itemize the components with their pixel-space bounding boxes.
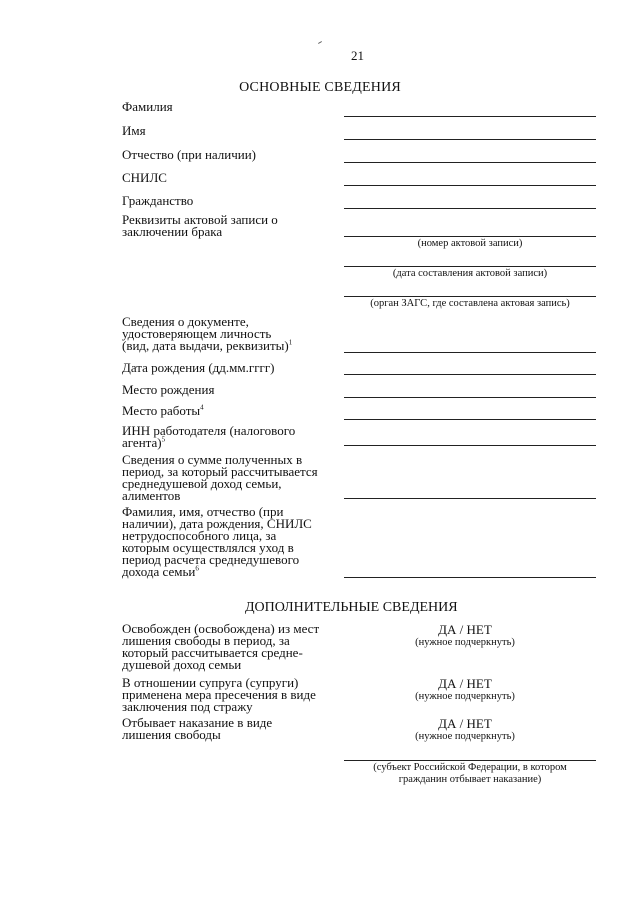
- field-label-citizenship: Гражданство: [122, 193, 194, 208]
- field-label-employer-inn: ИНН работодателя (налогового агента)$^5$: [122, 423, 296, 450]
- input-line-snils[interactable]: [344, 185, 596, 186]
- field-label-marriage-record: Реквизиты актовой записи о заключении брака: [122, 212, 278, 239]
- scan-mark: [318, 41, 322, 44]
- input-line-marriage-number[interactable]: [344, 236, 596, 237]
- input-line-workplace[interactable]: [344, 419, 596, 420]
- field-label-birth-date: Дата рождения (дд.мм.гггг): [122, 360, 275, 375]
- field-label-workplace: Место работы$^4$: [122, 403, 204, 418]
- field-label-alimony: Сведения о сумме полученных в период, за который рассчитывается среднедушевой доход семьи, алиментов: [122, 452, 318, 503]
- caption-federal-subject: (субъект Российской Федерации, в котором гражданин отбывает наказание): [373, 762, 567, 785]
- extra-label-custody: В отношении супруга (супруги) применена мера пресечения в виде заключения под стражу: [122, 675, 316, 714]
- input-line-patronymic[interactable]: [344, 162, 596, 163]
- section-extra-title: ДОПОЛНИТЕЛЬНЫЕ СВЕДЕНИЯ: [245, 600, 458, 615]
- extra-label-released: Освобожден (освобождена) из мест лишения свободы в период, за который рассчитывается средне- душевой доход семьи: [122, 621, 320, 672]
- input-line-birth-date[interactable]: [344, 374, 596, 375]
- input-line-surname[interactable]: [344, 116, 596, 117]
- input-line-identity-document[interactable]: [344, 352, 596, 353]
- input-line-registry-office[interactable]: [344, 296, 596, 297]
- choice-serving-sentence[interactable]: ДА / НЕТ: [438, 716, 492, 731]
- field-label-identity-document: Сведения о документе, удостоверяющем личность (вид, дата выдачи, реквизиты)$^1$: [122, 314, 293, 353]
- field-label-name: Имя: [122, 123, 146, 138]
- field-label-disabled-person: Фамилия, имя, отчество (при наличии), дата рождения, СНИЛС нетрудоспособного лица, за которым осуществлялся уход в период расчета среднедушевого дохода семьи$^6$: [122, 504, 312, 579]
- extra-label-serving-sentence: Отбывает наказание в виде лишения свободы: [122, 715, 273, 742]
- hint-serving-sentence: (нужное подчеркнуть): [415, 731, 515, 742]
- hint-released: (нужное подчеркнуть): [415, 637, 515, 648]
- input-line-alimony[interactable]: [344, 498, 596, 499]
- input-line-birth-place[interactable]: [344, 397, 596, 398]
- caption-marriage-number: (номер актовой записи): [417, 238, 523, 249]
- field-label-snils: СНИЛС: [122, 170, 167, 185]
- choice-custody[interactable]: ДА / НЕТ: [438, 676, 492, 691]
- page-number: 21: [351, 48, 364, 63]
- field-label-surname: Фамилия: [122, 99, 173, 114]
- input-line-citizenship[interactable]: [344, 208, 596, 209]
- input-line-employer-inn[interactable]: [344, 445, 596, 446]
- input-line-marriage-date[interactable]: [344, 266, 596, 267]
- input-line-name[interactable]: [344, 139, 596, 140]
- input-line-federal-subject[interactable]: [344, 760, 596, 761]
- field-label-patronymic: Отчество (при наличии): [122, 147, 257, 162]
- caption-marriage-date: (дата составления актовой записи): [392, 268, 548, 279]
- hint-custody: (нужное подчеркнуть): [415, 691, 515, 702]
- choice-released[interactable]: ДА / НЕТ: [438, 622, 492, 637]
- section-main-title: ОСНОВНЫЕ СВЕДЕНИЯ: [239, 80, 401, 95]
- input-line-disabled-person[interactable]: [344, 577, 596, 578]
- caption-registry-office: (орган ЗАГС, где составлена актовая запись): [370, 298, 570, 309]
- field-label-birth-place: Место рождения: [122, 382, 215, 397]
